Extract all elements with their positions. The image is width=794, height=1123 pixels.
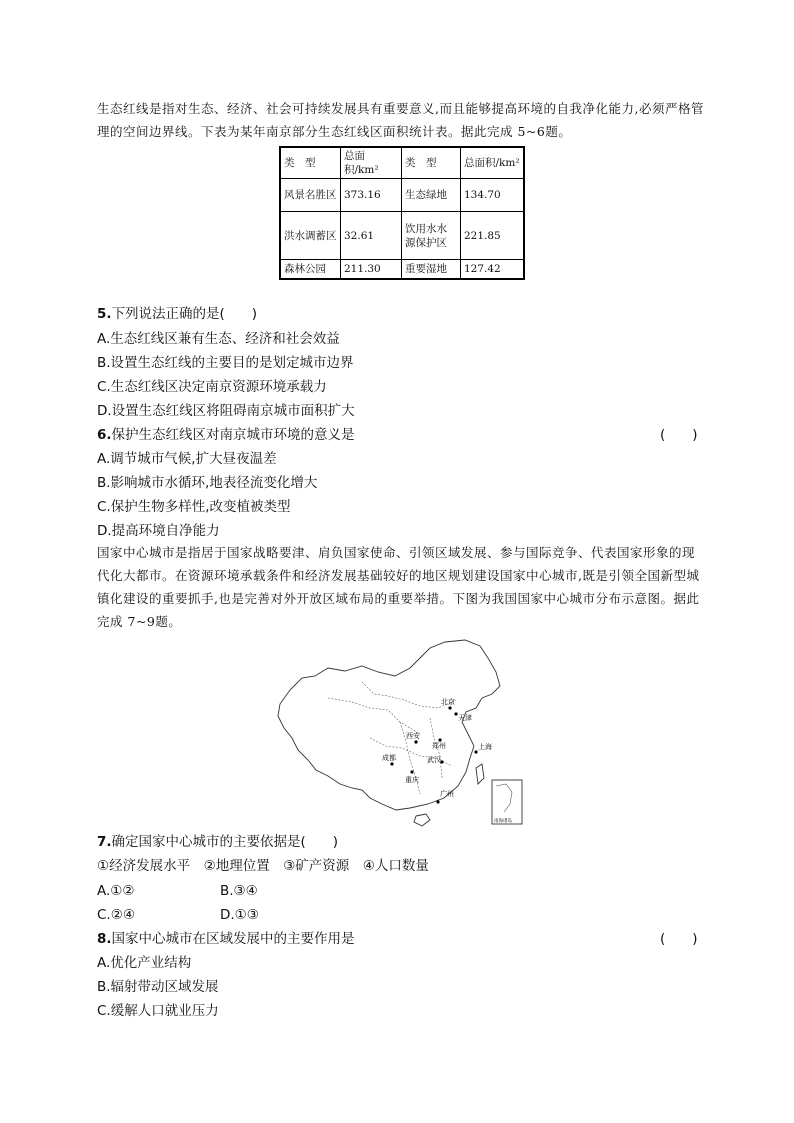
city-label-zhengzhou: 郑州	[432, 742, 446, 750]
redline-area-table	[279, 146, 525, 280]
option-6d: D.提高环境自净能力	[97, 523, 220, 539]
table-row	[280, 212, 524, 260]
option-7c: C.②④	[97, 907, 135, 923]
option-5c: C.生态红线区决定南京资源环境承载力	[97, 379, 327, 395]
option-5d: D.设置生态红线区将阻碍南京城市面积扩大	[97, 403, 355, 419]
city-dot-xian	[414, 740, 417, 743]
question-stem: 保护生态红线区对南京城市环境的意义是	[111, 427, 355, 443]
question-number: 6.	[97, 427, 112, 443]
city-dot-guangzhou	[436, 800, 439, 803]
option-6b: B.影响城市水循环,地表径流变化增大	[97, 475, 318, 491]
table-row	[280, 179, 524, 212]
table-cell: 221.85	[461, 212, 525, 260]
table-cell: 32.61	[341, 212, 402, 260]
option-6c: C.保护生物多样性,改变植被类型	[97, 499, 291, 515]
table-header-cell: 总面积/km²	[461, 147, 525, 179]
city-dot-beijing	[448, 706, 451, 709]
city-label-wuhan: 武汉	[427, 756, 441, 764]
question-stem: 确定国家中心城市的主要依据是( )	[111, 834, 339, 850]
option-8c: C.缓解人口就业压力	[97, 1003, 219, 1019]
city-label-xian: 西安	[406, 732, 420, 740]
province-border	[328, 698, 420, 734]
hainan-island	[414, 814, 430, 826]
question-8	[97, 927, 707, 951]
question-stem: 国家中心城市在区域发展中的主要作用是	[111, 931, 355, 947]
city-label-shanghai: 上海	[478, 743, 492, 751]
city-label-tianjin: 天津	[458, 714, 472, 722]
question-6	[97, 423, 707, 447]
city-label-beijing: 北京	[441, 698, 455, 706]
china-outline	[278, 640, 500, 810]
table-header-cell: 总面积/km²	[341, 147, 402, 179]
option-7b: B.③④	[220, 883, 258, 899]
question-5	[97, 302, 707, 326]
table-cell: 373.16	[341, 179, 402, 212]
passage-ecological-redline: 生态红线是指对生态、经济、社会可持续发展具有重要意义,而且能够提高环境的自我净化能力,必须严格管理的空间边界线。下表为某年南京部分生态红线区面积统计表。据此完成 5~6题。	[97, 101, 704, 139]
table-cell: 134.70	[461, 179, 525, 212]
option-7d: D.①③	[220, 907, 259, 923]
question-number: 5.	[97, 306, 112, 322]
table-cell: 重要湿地	[402, 260, 461, 280]
option-6a: A.调节城市气候,扩大昼夜温差	[97, 451, 277, 467]
table-row	[280, 260, 524, 280]
city-dot-chongqing	[410, 770, 413, 773]
answer-blank: ( )	[660, 427, 698, 443]
question-7	[97, 830, 707, 854]
option-8a: A.优化产业结构	[97, 955, 192, 971]
passage-national-central-cities: 国家中心城市是指居于国家战略要津、肩负国家使命、引领区域发展、参与国际竞争、代表国家形象的现代化大都市。在资源环境承载条件和经济发展基础较好的地区规划建设国家中心城市,既是引领全国新型城镇化建设的重要抓手,也是完善对外开放区域布局的重要举措。下图为我国国家中心城市分布示意图。据此完成 7~9题。	[97, 545, 700, 629]
table-cell: 生态绿地	[402, 179, 461, 212]
table-cell: 饮用水水源保护区	[402, 212, 461, 260]
south-china-sea-inset	[492, 780, 522, 824]
city-label-guangzhou: 广州	[440, 790, 454, 798]
question-number: 7.	[97, 834, 112, 850]
question-stem: 下列说法正确的是( )	[111, 306, 258, 322]
answer-blank: ( )	[660, 931, 698, 947]
table-cell: 211.30	[341, 260, 402, 280]
option-5b: B.设置生态红线的主要目的是划定城市边界	[97, 355, 354, 371]
city-label-chongqing: 重庆	[405, 776, 419, 784]
china-central-cities-map	[270, 638, 528, 830]
table-header-cell: 类 型	[280, 147, 341, 179]
question-number: 8.	[97, 931, 112, 947]
taiwan-island	[476, 764, 484, 784]
q7-factors: ①经济发展水平 ②地理位置 ③矿产资源 ④人口数量	[97, 858, 429, 874]
inset-label: 南海诸岛	[494, 819, 512, 824]
table-header-cell: 类 型	[402, 147, 461, 179]
option-8b: B.辐射带动区域发展	[97, 979, 219, 995]
city-label-chengdu: 成都	[382, 754, 396, 762]
table-cell: 洪水调蓄区	[280, 212, 341, 260]
city-dot-chengdu	[390, 762, 393, 765]
table-cell: 风景名胜区	[280, 179, 341, 212]
option-7a: A.①②	[97, 883, 135, 899]
table-header-row	[280, 147, 524, 179]
table-cell: 森林公园	[280, 260, 341, 280]
option-5a: A.生态红线区兼有生态、经济和社会效益	[97, 331, 340, 347]
table-cell: 127.42	[461, 260, 525, 280]
